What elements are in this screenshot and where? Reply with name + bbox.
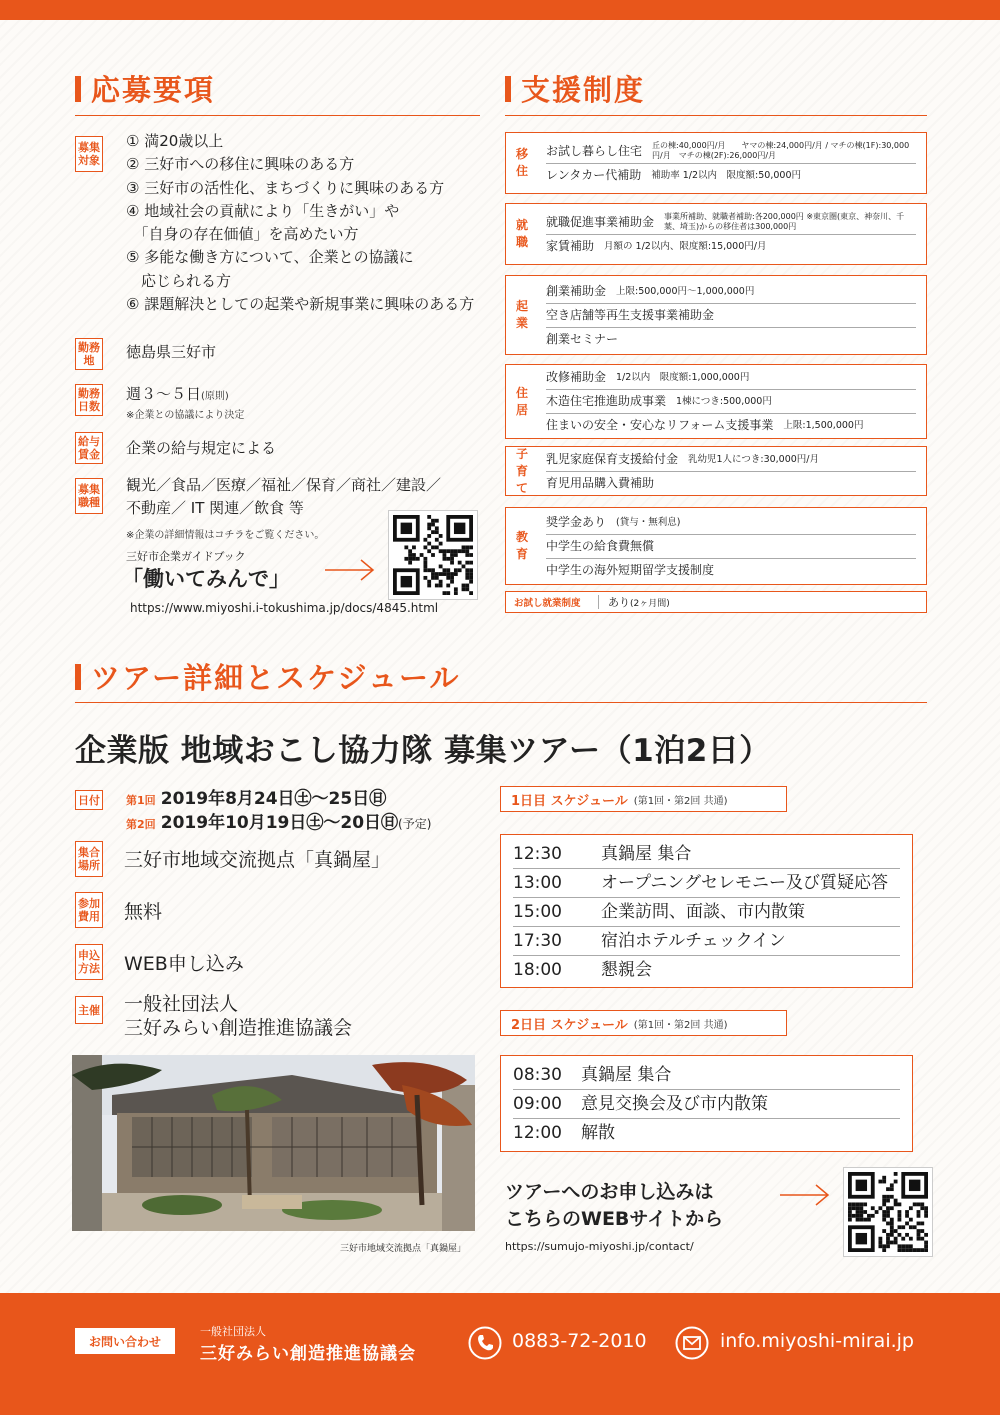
target-list — [126, 130, 474, 316]
guide-url[interactable]: https://www.miyoshi.i-tokushima.jp/docs/4845.html — [130, 601, 439, 615]
qr-code-icon[interactable] — [843, 1167, 933, 1257]
support-name: 木造住宅推進助成事業 — [546, 394, 667, 408]
target-item: 応じられる方 — [126, 271, 232, 290]
detail-note: ※企業の詳細情報はコチラをご覧ください。 — [126, 530, 325, 541]
arrow-right-icon — [780, 1183, 832, 1207]
guide-title: 「働いてみんで」 — [122, 567, 290, 591]
target-item: ② 三好市への移住に興味のある方 — [126, 155, 355, 174]
support-detail: 1棟につき:500,000円 — [676, 396, 772, 407]
contact-label: お問い合わせ — [75, 1328, 175, 1354]
divider — [598, 595, 599, 609]
label-target: 募集 対象 — [75, 136, 103, 172]
footer — [0, 1293, 1000, 1415]
schedule-time: 13:00 — [513, 873, 562, 893]
schedule-event: 宿泊ホテルチェックイン — [601, 931, 786, 951]
support-name: 育児用品購入費補助 — [546, 475, 655, 490]
location-value: 徳島県三好市 — [126, 343, 217, 361]
days-value: 週３～５日(原則) — [126, 385, 229, 403]
support-name: 奨学金あり — [546, 514, 607, 529]
support-category: 子 育 て — [515, 446, 528, 495]
label-host: 主催 — [75, 996, 103, 1024]
schedule-row — [513, 1061, 900, 1090]
place-value: 三好市地域交流拠点「真鍋屋」 — [124, 849, 391, 871]
top-accent-bar — [0, 0, 1000, 20]
support-row — [546, 235, 916, 258]
label-method: 申込 方法 — [75, 944, 103, 980]
schedule-time: 18:00 — [513, 960, 562, 980]
jobs-line-1: 観光／食品／医療／福祉／保育／商社／建設／ — [126, 476, 442, 494]
support-detail: 補助率 1/2以内 限度額:50,000円 — [651, 169, 801, 181]
divider — [505, 115, 927, 116]
support-row — [546, 211, 916, 235]
support-row — [546, 448, 916, 472]
arrow-right-icon — [325, 558, 377, 582]
support-group — [505, 446, 927, 496]
support-detail: 月額の 1/2以内、限度額:15,000円/月 — [604, 240, 767, 252]
schedule-event: 真鍋屋 集合 — [581, 1065, 672, 1085]
apply-line-2: こちらのWEBサイトから — [505, 1208, 724, 1230]
support-group — [505, 507, 927, 585]
building-photo — [72, 1055, 475, 1231]
schedule-event: 懇親会 — [601, 960, 652, 980]
apply-url[interactable]: https://sumujo-miyoshi.jp/contact/ — [505, 1240, 694, 1253]
target-item: ⑥ 課題解決としての起業や新規事業に興味のある方 — [126, 295, 475, 314]
support-name: 改修補助金 — [546, 370, 607, 384]
schedule-event: 意見交換会及び市内散策 — [581, 1094, 768, 1114]
support-name: 就職促進事業補助金 — [546, 214, 655, 229]
support-group — [505, 364, 927, 439]
section-heading-apply: 応募要項 — [75, 68, 215, 109]
schedule-event: 真鍋屋 集合 — [601, 844, 692, 864]
guide-subtitle: 三好市企業ガイドブック — [126, 550, 246, 563]
schedule-time: 15:00 — [513, 902, 562, 922]
support-row — [546, 390, 916, 414]
support-name: 家賃補助 — [546, 238, 595, 253]
support-detail: 上限:500,000円～1,000,000円 — [616, 285, 755, 297]
photo-caption: 三好市地域交流拠点「真鍋屋」 — [340, 1244, 467, 1254]
schedule-event: オープニングセレモニー及び質疑応答 — [601, 873, 888, 893]
org-subtitle: 一般社団法人 — [200, 1325, 266, 1338]
apply-line-1: ツアーへのお申し込みは — [505, 1181, 714, 1203]
support-row — [546, 140, 916, 164]
round-2: 第2回 2019年10月19日㊏～20日㊐(予定) — [126, 813, 432, 833]
schedule-row — [513, 898, 900, 927]
label-salary: 給与 賃金 — [75, 432, 103, 464]
support-row — [546, 366, 916, 390]
support-category: 起 業 — [515, 299, 528, 330]
schedule-event: 企業訪問、面談、市内散策 — [601, 902, 805, 922]
label-fee: 参加 費用 — [75, 892, 103, 928]
support-row — [546, 164, 916, 187]
round-1: 第1回 2019年8月24日㊏～25日㊐ — [126, 789, 387, 809]
target-item: ⑤ 多能な働き方について、企業との協議に — [126, 248, 414, 267]
method-value: WEB申し込み — [124, 953, 244, 975]
target-item: ③ 三好市の活性化、まちづくりに興味のある方 — [126, 178, 445, 197]
org-name: 三好みらい創造推進協議会 — [200, 1344, 416, 1364]
support-group — [505, 275, 927, 355]
schedule-time: 17:30 — [513, 931, 562, 951]
support-name: 創業補助金 — [546, 283, 607, 298]
schedule-time: 09:00 — [513, 1094, 562, 1114]
day2-schedule-heading: 2日目 スケジュール (第1回・第2回 共通) — [500, 1010, 787, 1036]
support-row — [546, 280, 916, 304]
host-line-2: 三好みらい創造推進協議会 — [124, 1017, 353, 1039]
support-row — [546, 535, 916, 559]
schedule-time: 12:30 — [513, 844, 562, 864]
schedule-row — [513, 1119, 900, 1147]
support-row — [546, 559, 916, 582]
trial-employment-box — [505, 591, 927, 613]
fee-value: 無料 — [124, 901, 163, 923]
phone-icon — [468, 1326, 502, 1360]
support-category: 住 居 — [515, 385, 528, 417]
support-detail: 丘の棟:40,000円/月 ヤマの棟:24,000円/月 / マチの棟(1F):30,000円/月 マチの棟(2F):26,000円/月 — [652, 141, 910, 160]
target-item: ④ 地域社会の貢献により「生きがい」や — [126, 201, 400, 220]
schedule-time: 08:30 — [513, 1065, 562, 1085]
support-row — [546, 304, 916, 328]
schedule-row — [513, 927, 900, 956]
schedule-row — [513, 1090, 900, 1119]
day1-schedule-heading: 1日目 スケジュール (第1回・第2回 共通) — [500, 786, 787, 812]
host-line-1: 一般社団法人 — [124, 993, 239, 1015]
jobs-line-2: 不動産／ IT 関連／飲食 等 — [126, 499, 304, 517]
support-row — [546, 472, 916, 495]
support-detail: 乳幼児1人につき:30,000円/月 — [688, 453, 820, 465]
support-category: 教 育 — [515, 530, 528, 561]
day2-schedule — [500, 1055, 913, 1152]
trial-label: お試し就業制度 — [514, 598, 581, 609]
support-name: 乳児家庭保育支援給付金 — [546, 451, 679, 466]
support-name: レンタカー代補助 — [546, 167, 642, 182]
support-detail: 上限:1,500,000円 — [783, 420, 864, 431]
label-location: 勤務 地 — [75, 338, 103, 370]
support-name: 中学生の海外短期留学支援制度 — [546, 562, 715, 577]
tour-headline: 企業版 地域おこし協力隊 募集ツアー（1泊2日） — [75, 733, 771, 769]
target-item: 「自身の存在価値」を高めたい方 — [126, 225, 359, 244]
day1-schedule — [500, 834, 913, 988]
label-date: 日付 — [75, 790, 103, 810]
support-detail: 事業所補助、就職者補助:各200,000円 ※東京圏(東京、神奈川、千葉、埼玉)からの移住者は300,000円 — [664, 212, 905, 231]
support-category: 就 職 — [515, 218, 528, 249]
support-name: 中学生の給食費無償 — [546, 538, 655, 553]
schedule-event: 解散 — [581, 1123, 615, 1143]
salary-value: 企業の給与規定による — [126, 439, 277, 457]
trial-value: あり(2ヶ月間) — [608, 596, 670, 609]
support-category: 移 住 — [515, 147, 528, 178]
qr-code-icon[interactable] — [388, 510, 478, 600]
days-note: ※企業との協議により決定 — [126, 410, 245, 421]
section-heading-support: 支援制度 — [505, 68, 645, 109]
support-group — [505, 132, 927, 194]
support-row — [546, 511, 916, 535]
label-jobs: 募集 職種 — [75, 478, 103, 514]
support-group — [505, 203, 927, 265]
support-row — [546, 414, 916, 437]
support-name: 空き店舗等再生支援事業補助金 — [546, 307, 715, 322]
mail-icon — [675, 1326, 709, 1360]
building-illustration — [72, 1055, 475, 1231]
support-name: 住まいの安全・安心なリフォーム支援事業 — [546, 418, 774, 432]
support-name: 創業セミナー — [546, 331, 619, 346]
target-item: ① 満20歳以上 — [126, 132, 224, 150]
divider — [75, 115, 480, 116]
schedule-row — [513, 840, 900, 869]
support-detail: (貸与・無利息) — [616, 516, 681, 528]
divider — [75, 702, 927, 703]
label-days: 勤務 日数 — [75, 384, 103, 416]
email-address[interactable]: info.miyoshi-mirai.jp — [720, 1330, 914, 1352]
support-row — [546, 328, 916, 351]
schedule-row — [513, 956, 900, 984]
support-detail: 1/2以内 限度額:1,000,000円 — [616, 372, 750, 383]
phone-number[interactable]: 0883-72-2010 — [512, 1330, 647, 1352]
schedule-row — [513, 869, 900, 898]
section-heading-tour: ツアー詳細とスケジュール — [75, 656, 460, 697]
schedule-time: 12:00 — [513, 1123, 562, 1143]
support-name: お試し暮らし住宅 — [546, 143, 643, 158]
label-place: 集合 場所 — [75, 841, 103, 877]
